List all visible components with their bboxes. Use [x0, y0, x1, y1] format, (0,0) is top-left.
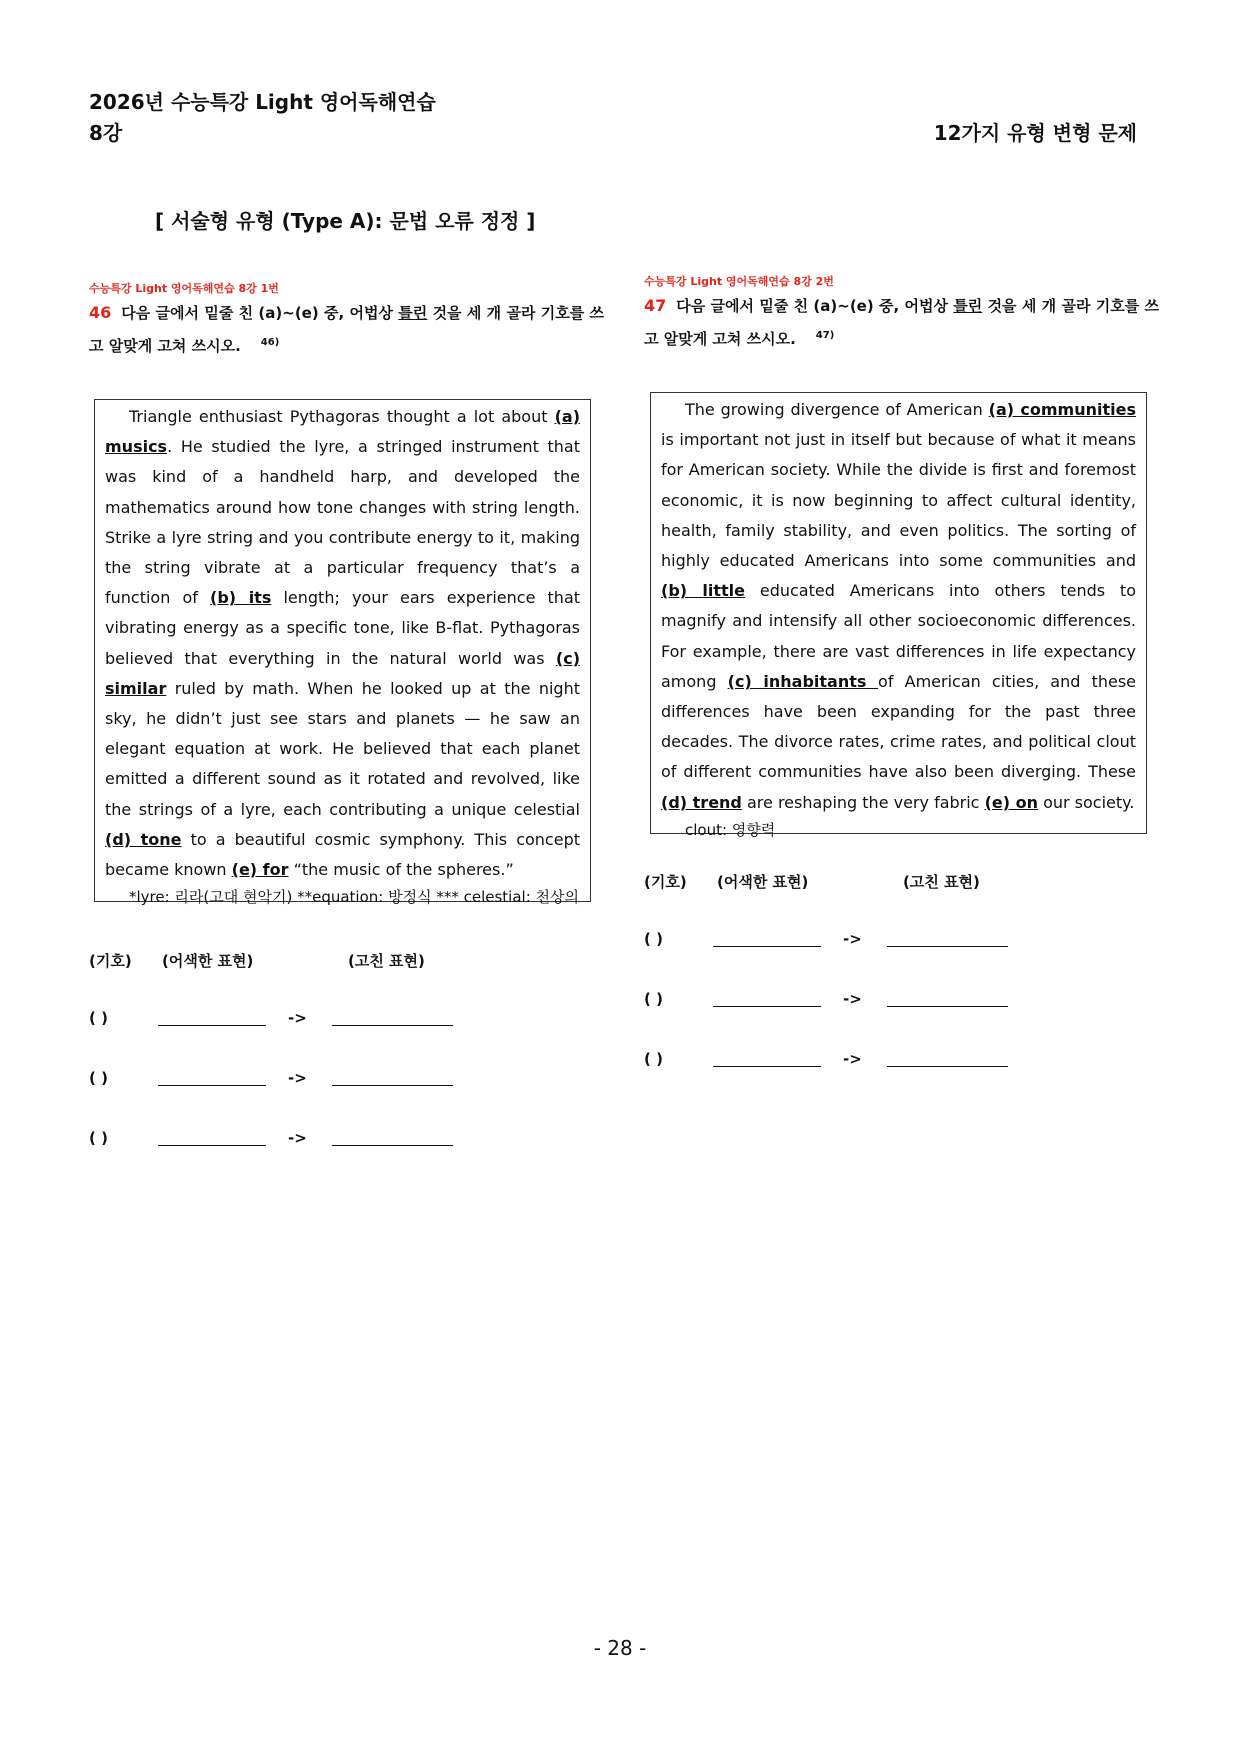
q47-fixed-blank[interactable]	[887, 946, 1008, 947]
arrow-icon: ->	[843, 930, 862, 948]
q46-answer-row[interactable]	[89, 1129, 449, 1155]
q47-text-2: educated Americans into others tends to magnify and intensify all other socioeconomic differences. For example, there are vast differences in life expectancy among	[661, 581, 1136, 691]
q47-text-0: The growing divergence of American	[685, 400, 989, 419]
q47-fixed-blank[interactable]	[887, 1006, 1008, 1007]
q47-text-5: our society.	[1038, 792, 1135, 812]
q46-text-1: . He studied the lyre, a stringed instrument that was kind of a handheld harp, and developed the mathematics around how tone changes with string length. Strike a lyre string and you contribute energy to it, making the string vibrate at a particular frequency that’s a function of	[105, 437, 580, 608]
arrow-icon: ->	[843, 1050, 862, 1068]
q47-col-awkward: (어색한 표현)	[717, 873, 809, 891]
q47-mark-c: (c) inhabitants	[727, 671, 879, 691]
q47-col-symbol: (기호)	[644, 873, 687, 891]
question-47	[644, 273, 1159, 354]
q46-text-5: “the music of the spheres.”	[288, 860, 514, 880]
q47-mark-a: (a) communities	[988, 400, 1136, 419]
q46-awkward-blank[interactable]	[158, 1025, 266, 1026]
q47-answer-symbol[interactable]: ( )	[644, 990, 663, 1008]
q47-text-1: is important not just in itself but because of what it means for American society. While the divide is first and foremost economic, it is now beginning to affect cultural identity, health, family stability, and even politics. The sorting of highly educated Americans into some communities and	[661, 430, 1136, 571]
q47-answer-row[interactable]	[644, 1050, 1004, 1076]
q46-text-2: length; your ears experience that vibrating energy as a specific tone, like B-flat. Pythagoras believed that everything in the natural world was	[105, 588, 581, 668]
q46-mark-a: (a) musics	[105, 407, 580, 457]
q46-prompt	[89, 298, 604, 361]
q47-fixed-blank[interactable]	[887, 1066, 1008, 1067]
q47-footnote: 47)	[815, 330, 835, 341]
q46-prompt-b: 것을 세 개 골라 기호를 쓰고 알맞게 고쳐 쓰시오.	[89, 304, 605, 355]
q47-prompt-a: 다음 글에서 밑줄 친 (a)~(e) 중, 어법상	[676, 297, 954, 315]
arrow-icon: ->	[843, 990, 862, 1008]
q46-awkward-blank[interactable]	[158, 1145, 266, 1146]
question-46	[89, 280, 604, 361]
q47-col-fixed: (고친 표현)	[903, 873, 980, 891]
q46-text-4: to a beautiful cosmic symphony. This concept became known	[105, 829, 581, 880]
q46-number: 46	[89, 303, 112, 322]
q47-awkward-blank[interactable]	[713, 1066, 821, 1067]
q47-prompt	[644, 291, 1159, 354]
q46-source: 수능특강 Light 영어독해연습 8강 1번	[89, 282, 279, 295]
q47-text-3: of American cities, and these differences have been expanding for the past three decades. The divorce rates, crime rates, and political clout of different communities have also been diverging. These	[661, 671, 1137, 782]
q47-mark-b: (b) little	[661, 581, 746, 601]
q46-prompt-underline: 틀린	[398, 304, 428, 322]
arrow-icon: ->	[288, 1069, 307, 1087]
q47-source: 수능특강 Light 영어독해연습 8강 2번	[644, 275, 834, 288]
q46-text-0: Triangle enthusiast Pythagoras thought a lot about	[129, 407, 555, 426]
q46-mark-c: (c) similar	[105, 648, 580, 698]
q47-prompt-b: 것을 세 개 골라 기호를 쓰고 알맞게 고쳐 쓰시오.	[644, 297, 1160, 348]
page-number: - 28 -	[593, 1636, 647, 1660]
q47-answer-symbol[interactable]: ( )	[644, 1050, 663, 1068]
q46-text-3: ruled by math. When he looked up at the night sky, he didn’t just see stars and planets — he saw an elegant equation at work. He believed that each planet emitted a different sound as it rotated and revolved, like the strings of a lyre, each contributing a unique celestial	[105, 678, 580, 819]
q46-col-fixed: (고친 표현)	[348, 952, 425, 970]
section-title: [ 서술형 유형 (Type A): 문법 오류 정정 ]	[155, 209, 536, 233]
arrow-icon: ->	[288, 1129, 307, 1147]
q47-text-4: are reshaping the very fabric	[741, 792, 985, 812]
q46-awkward-blank[interactable]	[158, 1085, 266, 1086]
q47-note: clout: 영향력	[685, 820, 776, 839]
q46-answer-symbol[interactable]: ( )	[89, 1009, 108, 1027]
q47-awkward-blank[interactable]	[713, 1006, 821, 1007]
q46-col-awkward: (어색한 표현)	[162, 952, 254, 970]
q46-prompt-a: 다음 글에서 밑줄 친 (a)~(e) 중, 어법상	[121, 304, 399, 322]
q46-answer-row[interactable]	[89, 1009, 449, 1035]
header-lesson: 8강	[89, 121, 123, 145]
q47-prompt-underline: 틀린	[953, 297, 983, 315]
q46-answer-symbol[interactable]: ( )	[89, 1129, 108, 1147]
q46-fixed-blank[interactable]	[332, 1085, 453, 1086]
q47-number: 47	[644, 296, 667, 315]
q46-mark-e: (e) for	[231, 860, 289, 880]
arrow-icon: ->	[288, 1009, 307, 1027]
q46-note: *lyre: 리라(고대 현악기) **equation: 방정식 *** celestial: 천상의	[129, 888, 579, 907]
q46-col-symbol: (기호)	[89, 952, 132, 970]
q47-mark-d: (d) trend	[661, 792, 742, 812]
q46-answer-symbol[interactable]: ( )	[89, 1069, 108, 1087]
q47-answer-row[interactable]	[644, 930, 1004, 956]
header-type: 12가지 유형 변형 문제	[933, 121, 1137, 145]
q46-mark-d: (d) tone	[105, 829, 182, 849]
q47-answer-row[interactable]	[644, 990, 1004, 1016]
q46-mark-b: (b) its	[210, 588, 272, 608]
q46-fixed-blank[interactable]	[332, 1145, 453, 1146]
q46-fixed-blank[interactable]	[332, 1025, 453, 1026]
q47-passage	[661, 395, 1136, 818]
q47-awkward-blank[interactable]	[713, 946, 821, 947]
q47-answer-symbol[interactable]: ( )	[644, 930, 663, 948]
q46-passage	[105, 402, 580, 885]
q46-footnote: 46)	[260, 337, 280, 348]
header-title: 2026년 수능특강 Light 영어독해연습	[89, 90, 436, 114]
q46-answer-row[interactable]	[89, 1069, 449, 1095]
q47-passage-box	[650, 392, 1147, 839]
q46-passage-box	[94, 399, 591, 907]
q47-mark-e: (e) on	[984, 792, 1038, 812]
